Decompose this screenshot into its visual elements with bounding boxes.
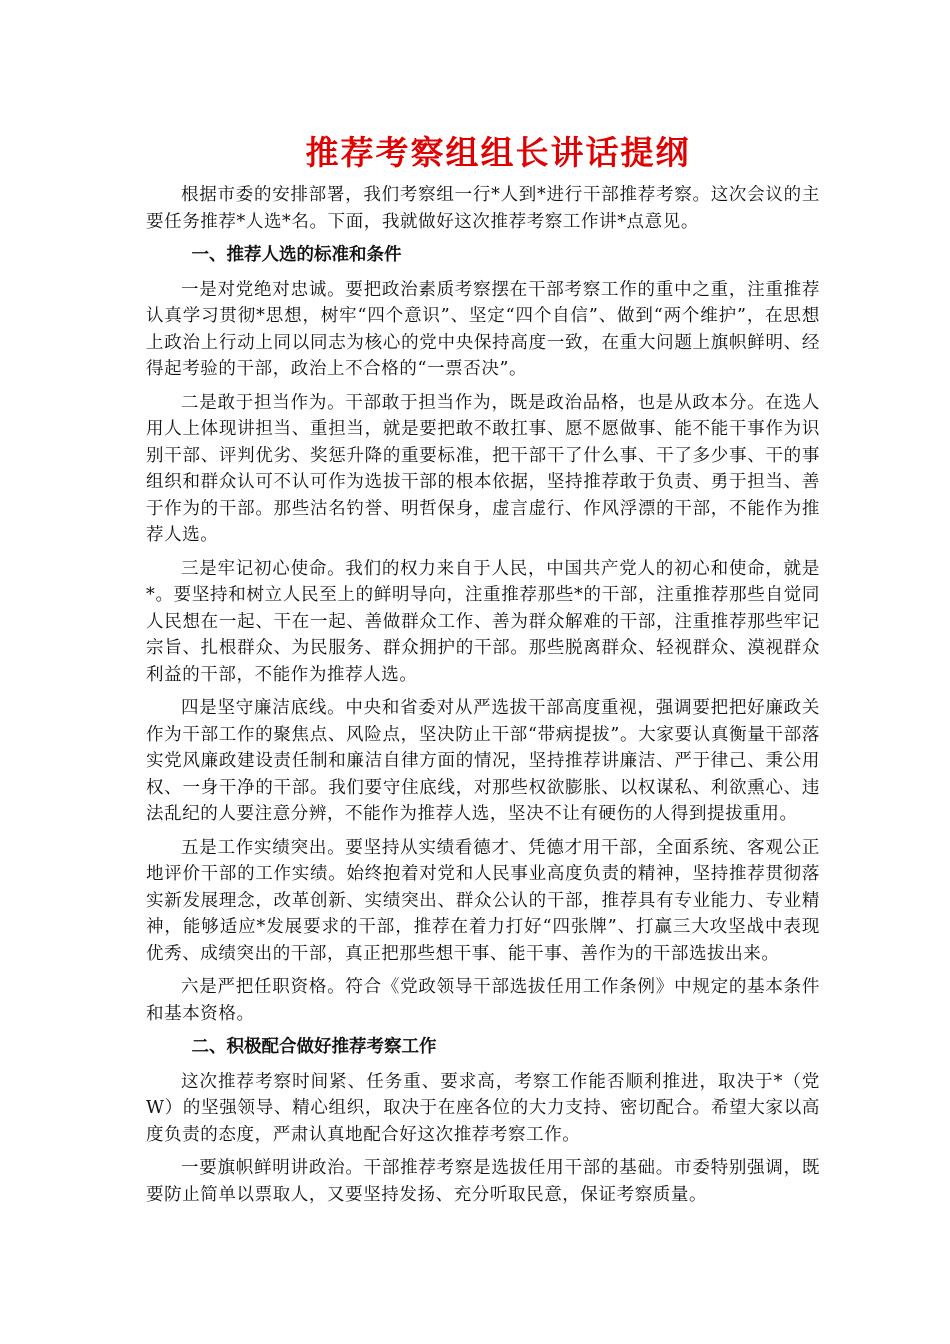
paragraph-cooperation: 这次推荐考察时间紧、任务重、要求高，考察工作能否顺利推进，取决于*（党W）的坚强领导、精心组织，取决于在座各位的大力支持、密切配合。希望大家以高度负责的态度，严肃认真地配合好这次推荐考察工作。 (146, 1071, 820, 1145)
section-heading-1: 一、推荐人选的标准和条件 (191, 245, 402, 265)
paragraph-performance: 五是工作实绩突出。要坚持从实绩看德才、凭德才用干部，全面系统、客观公正地评价干部的工作实绩。始终抱着对党和人民事业高度负责的精神，坚持推荐贯彻落实新发展理念，改革创新、实绩突出、群众公认的干部，推荐具有专业能力、专业精神，能够适应*发展要求的干部，推荐在着力打好“四张牌”、打赢三大攻坚战中表现优秀、成绩突出的干部，真正把那些想干事、能干事、善作为的干部选拔出来。 (146, 837, 820, 964)
document-page (146, 130, 820, 1215)
paragraph-qualification: 六是严把任职资格。符合《党政领导干部选拔任用工作条例》中规定的基本条件和基本资格。 (146, 977, 820, 1024)
paragraph-politics: 一要旗帜鲜明讲政治。干部推荐考察是选拔任用干部的基础。市委特别强调，既要防止简单以票取人，又要坚持发扬、充分听取民意，保证考察质量。 (146, 1158, 820, 1205)
paragraph-mission: 三是牢记初心使命。我们的权力来自于人民，中国共产党人的初心和使命，就是*。要坚持和树立人民至上的鲜明导向，注重推荐那些*的干部，注重推荐那些自觉同人民想在一起、干在一起、善做群众工作、善为群众解难的干部，注重推荐那些牢记宗旨、扎根群众、为民服务、群众拥护的干部。那些脱离群众、轻视群众、漠视群众利益的干部，不能作为推荐人选。 (146, 558, 820, 685)
document-title: 推荐考察组组长讲话提纲 (305, 133, 691, 172)
section-heading-2: 二、积极配合做好推荐考察工作 (191, 1037, 437, 1057)
paragraph-loyalty: 一是对党绝对忠诚。要把政治素质考察摆在干部考察工作的重中之重，注重推荐认真学习贯彻*思想，树牢“四个意识”、坚定“四个自信”、做到“两个维护”，在思想上政治上行动上同以同志为核心的党中央保持高度一致，在重大问题上旗帜鲜明、经得起考验的干部，政治上不合格的“一票否决”。 (146, 279, 820, 379)
paragraph-integrity: 四是坚守廉洁底线。中央和省委对从严选拔干部高度重视，强调要把把好廉政关作为干部工作的聚焦点、风险点，坚决防止干部“带病提拔”。大家要认真衡量干部落实党风廉政建设责任制和廉洁自律方面的情况，坚持推荐讲廉洁、严于律己、秉公用权、一身干净的干部。我们要守住底线，对那些权欲膨胀、以权谋私、利欲熏心、违法乱纪的人要注意分辨，不能作为推荐人选，坚决不让有硬伤的人得到提拔重用。 (146, 698, 820, 824)
paragraph-responsibility: 二是敢于担当作为。干部敢于担当作为，既是政治品格，也是从政本分。在选人用人上体现讲担当、重担当，就是要把敢不敢扛事、愿不愿做事、能不能干事作为识别干部、评判优劣、奖惩升降的重要标准，把干部干了什么事、干了多少事、干的事组织和群众认可不认可作为选拔干部的根本依据，坚持推荐敢于负责、勇于担当、善于作为的干部。那些沽名钓誉、明哲保身，虚言虚行、作风浮漂的干部，不能作为推荐人选。 (146, 392, 820, 545)
intro-paragraph: 根据市委的安排部署，我们考察组一行*人到*进行干部推荐考察。这次会议的主要任务推荐*人选*名。下面，我就做好这次推荐考察工作讲*点意见。 (146, 185, 820, 232)
